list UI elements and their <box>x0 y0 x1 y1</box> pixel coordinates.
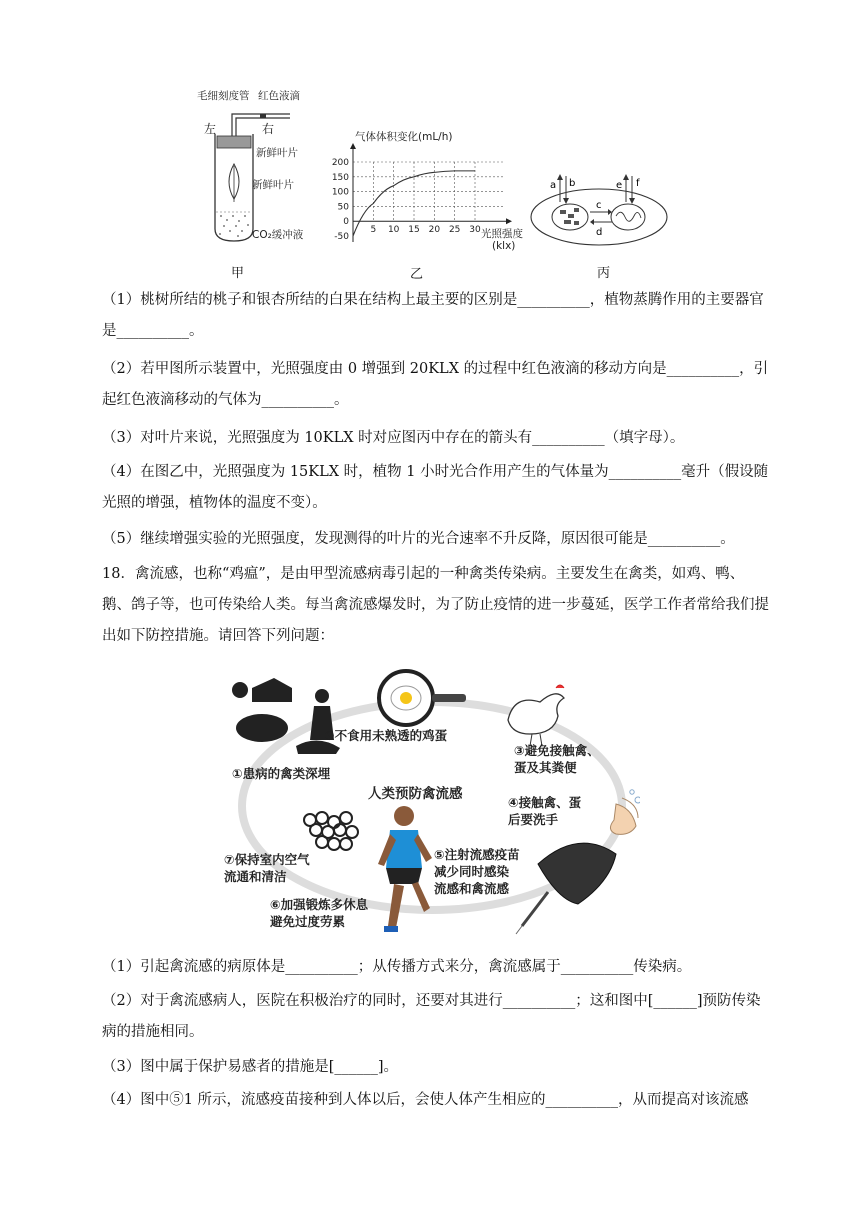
q18-part-1: （1）引起禽流感的病原体是__________；从传播方式来分，禽流感属于__________传染病。 <box>102 959 692 975</box>
flu-item-2: ②不食用未熟透的鸡蛋 <box>324 728 448 743</box>
x-tick-label: 5 <box>370 225 377 236</box>
x-axis-arrow <box>506 218 512 224</box>
x-tick-label: 10 <box>387 225 400 236</box>
label-leaf-2: 新鲜叶片 <box>252 179 294 191</box>
x-tick-label: 20 <box>428 225 441 236</box>
q18-part-4: （4）图中⑤1 所示，流感疫苗接种到人体以后，会使人体产生相应的__________，从而提高对该流感 <box>102 1092 749 1108</box>
chicken-icon <box>508 685 564 746</box>
caption-jia: 甲 <box>231 266 245 281</box>
q18-part-3: （3）图中属于保护易感者的措施是[______]。 <box>102 1059 399 1075</box>
arrow-e-label: e <box>616 180 623 191</box>
caption-yi: 乙 <box>410 267 424 282</box>
x-tick-label: 15 <box>408 225 420 236</box>
y-tick-label: 50 <box>337 202 349 213</box>
q17-part-4: （4）在图乙中，光照强度为 15KLX 时，植物 1 小时光合作用产生的气体量为__________毫升（假设随光照的增强，植物体的温度不变）。 <box>102 464 769 511</box>
flu-center-title: 人类预防禽流感 <box>368 786 463 802</box>
arrow-f-label: f <box>636 178 640 189</box>
q17-part-2: （2）若甲图所示装置中，光照强度由 0 增强到 20KLX 的过程中红色液滴的移动方向是__________，引起红色液滴移动的气体为__________。 <box>102 361 769 408</box>
label-right: 右 <box>262 122 275 136</box>
arrow-c-label: c <box>596 200 602 211</box>
red-drop-mark <box>260 114 266 118</box>
flu-item-6: ⑥加强锻炼多休息 避免过度劳累 <box>270 897 369 929</box>
arrow-b-label: b <box>569 178 576 189</box>
apparatus-diagram <box>205 104 305 244</box>
flu-item-3: ③避免接触禽、 蛋及其粪便 <box>514 743 600 775</box>
y-tick-label: 200 <box>331 158 349 168</box>
flu-item-5: ⑤注射流感疫苗 减少同时感染 流感和禽流感 <box>434 847 520 896</box>
chart-ylabel: 气体体积变化(mL/h) <box>355 131 453 143</box>
arrow-a-label: a <box>550 180 557 191</box>
label-left: 左 <box>204 122 217 136</box>
frying-pan-icon <box>379 671 466 725</box>
flu-item-1: ①患病的禽类深埋 <box>232 766 331 781</box>
flu-item-7: ⑦保持室内空气 流通和清洁 <box>224 852 310 884</box>
caption-bing: 丙 <box>597 266 611 281</box>
label-red-drop: 红色液滴 <box>258 90 300 102</box>
flu-item-4: ④接触禽、蛋 后要洗手 <box>508 795 582 827</box>
vaccine-injection-icon <box>516 843 616 934</box>
cell-gas-exchange-diagram <box>528 172 670 252</box>
label-capillary-tube: 毛细刻度管 <box>197 90 250 102</box>
q17-part-5: （5）继续增强实验的光照强度，发现测得的叶片的光合速率不升反降，原因很可能是__________。 <box>102 531 735 547</box>
q18-intro: 18．禽流感，也称“鸡瘟”，是由甲型流感病毒引起的一种禽类传染病。主要发生在禽类，如鸡、鸭、鹅、鸽子等，也可传染给人类。每当禽流感爆发时，为了防止疫情的进一步蔓延，医学工作者常给我们提出如下防控措施。请回答下列问题： <box>102 566 769 644</box>
y-tick-label: -50 <box>334 232 349 242</box>
stopper <box>217 136 251 148</box>
flu-prevention-figure <box>218 668 640 940</box>
label-buffer: CO₂缓冲液 <box>252 229 304 241</box>
q17-part-3: （3）对叶片来说，光照强度为 10KLX 时对应图丙中存在的箭头有__________（填字母）。 <box>102 430 685 446</box>
y-axis-arrow <box>350 143 356 149</box>
label-leaf-1: 新鲜叶片 <box>256 147 298 159</box>
y-tick-label: 150 <box>331 172 349 183</box>
chart-xlabel-1: 光照强度 <box>481 228 523 240</box>
q17-part-1: （1）桃树所结的桃子和银杏所结的白果在结构上最主要的区别是__________，植物蒸腾作用的主要器官是__________。 <box>102 292 764 339</box>
x-tick-label: 30 <box>469 225 481 236</box>
air-particles-icon <box>304 812 358 850</box>
arrow-d-label: d <box>596 227 603 238</box>
chart-xlabel-2: (klx) <box>492 240 516 252</box>
y-tick-label: 100 <box>331 187 349 198</box>
x-tick-label: 25 <box>448 225 461 236</box>
q18-part-2: （2）对于禽流感病人，医院在积极治疗的同时，还要对其进行__________；这和图中[______]预防传染病的措施相同。 <box>102 993 761 1040</box>
y-tick-label: 0 <box>343 217 349 228</box>
